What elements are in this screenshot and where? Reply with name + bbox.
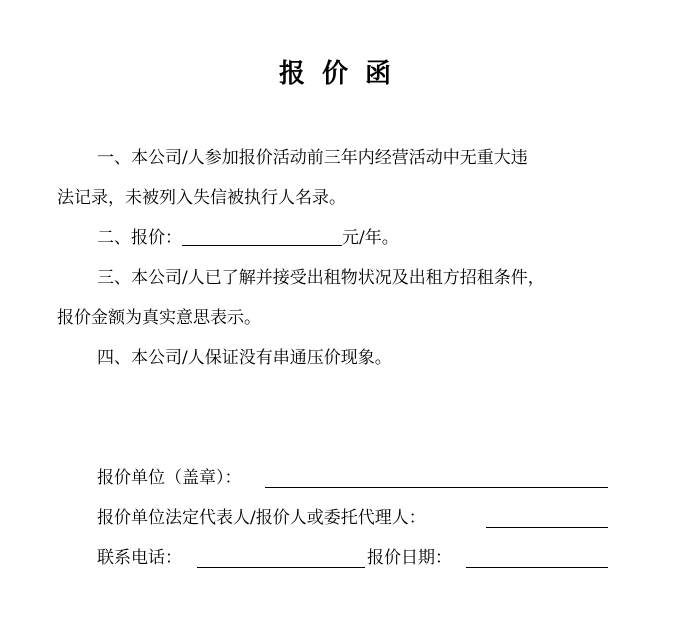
unit-seal-field[interactable] [265, 486, 608, 488]
representative-label: 报价单位法定代表人/报价人或委托代理人： [97, 508, 426, 528]
date-field[interactable] [466, 566, 608, 568]
price-unit: 元/年。 [342, 228, 399, 248]
price-blank-field[interactable] [182, 227, 342, 246]
paragraph-2 [97, 226, 657, 250]
page-title: 报 价 函 [278, 59, 396, 89]
representative-field[interactable] [486, 526, 608, 528]
price-label: 二、报价： [97, 228, 182, 248]
paragraph-1-line-1: 一、本公司/人参加报价活动前三年内经营活动中无重大违 [97, 148, 528, 168]
paragraph-3-line-2: 报价金额为真实意思表示。 [57, 308, 261, 328]
date-label: 报价日期： [367, 548, 452, 568]
paragraph-3-line-1: 三、本公司/人已了解并接受出租物状况及出租方招租条件， [97, 268, 545, 288]
unit-seal-label: 报价单位（盖章）： [97, 468, 242, 488]
phone-label: 联系电话： [97, 548, 182, 568]
paragraph-1-line-2: 法记录，未被列入失信被执行人名录。 [57, 188, 346, 208]
phone-field[interactable] [197, 566, 365, 568]
paragraph-4: 四、本公司/人保证没有串通压价现象。 [97, 348, 392, 368]
